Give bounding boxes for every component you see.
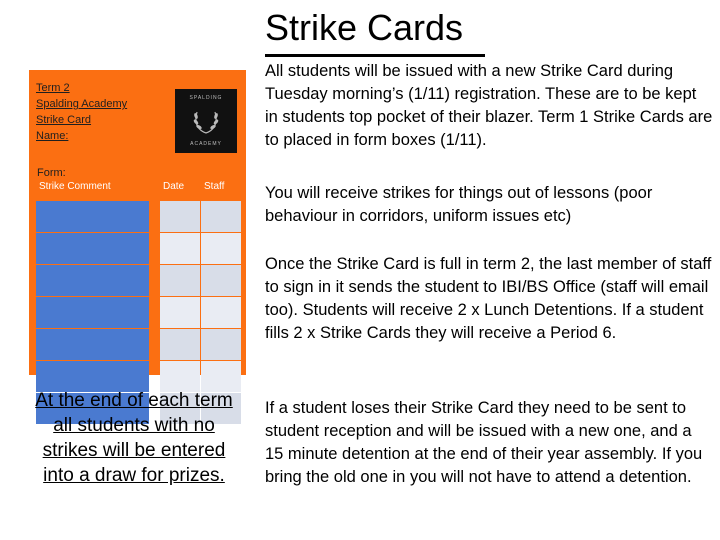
strike-staff-cell	[201, 201, 241, 232]
card-title-label: Strike Card	[36, 114, 92, 126]
strike-date-cell	[160, 233, 200, 264]
logo-text-top: SPALDING	[189, 95, 223, 101]
strike-staff-cell	[201, 297, 241, 328]
page-title: Strike Cards	[265, 4, 485, 57]
card-term-label: Term 2	[36, 82, 70, 94]
strike-date-cell	[160, 297, 200, 328]
strike-staff-cell	[201, 265, 241, 296]
strike-staff-cell	[201, 329, 241, 360]
strike-date-cell	[160, 201, 200, 232]
strike-comment-cell	[36, 233, 149, 264]
strike-comment-cell	[36, 329, 149, 360]
column-header-date: Date	[163, 181, 185, 192]
column-header-comment: Strike Comment	[39, 181, 111, 192]
column-header-staff: Staff	[204, 181, 225, 192]
strike-comment-cell	[36, 265, 149, 296]
strike-comment-cell	[36, 201, 149, 232]
card-school-label: Spalding Academy	[36, 98, 128, 110]
laurel-wreath-icon	[191, 106, 221, 136]
info-paragraph-full-card: Once the Strike Card is full in term 2, the last member of staff to sign in it sends the student to IBI/BS Office (staff will email too). Students will receive 2 x Lunch Detentions. If a student fills 2 x Strike Cards they will receive a Period 6.	[265, 255, 712, 342]
card-header	[36, 80, 166, 144]
card-form-label: Form:	[37, 167, 66, 179]
info-paragraph-lost-card: If a student loses their Strike Card they need to be sent to student reception and will be issued with a new one, and a 15 minute detention at the end of their year assembly. If you bring the old one in you will not have to attend a detention.	[265, 399, 703, 486]
strike-date-cell	[160, 265, 200, 296]
logo-text-bottom: ACADEMY	[190, 141, 222, 147]
academy-logo	[175, 89, 237, 153]
strike-staff-cell	[201, 233, 241, 264]
prize-draw-note: At the end of each term all students with no strikes will be entered into a draw for prizes.	[35, 390, 233, 486]
strike-comment-cell	[36, 297, 149, 328]
strike-date-cell	[160, 329, 200, 360]
strike-card-image	[29, 70, 246, 375]
info-paragraph-issue: All students will be issued with a new Strike Card during Tuesday morning’s (1/11) registration. These are to be kept in students top pocket of their blazer. Term 1 Strike Cards are to placed in form boxes (1/11).	[265, 62, 713, 149]
card-name-label: Name:	[36, 130, 69, 142]
info-paragraph-strikes: You will receive strikes for things out of lessons (poor behaviour in corridors, uniform issues etc)	[265, 184, 653, 225]
